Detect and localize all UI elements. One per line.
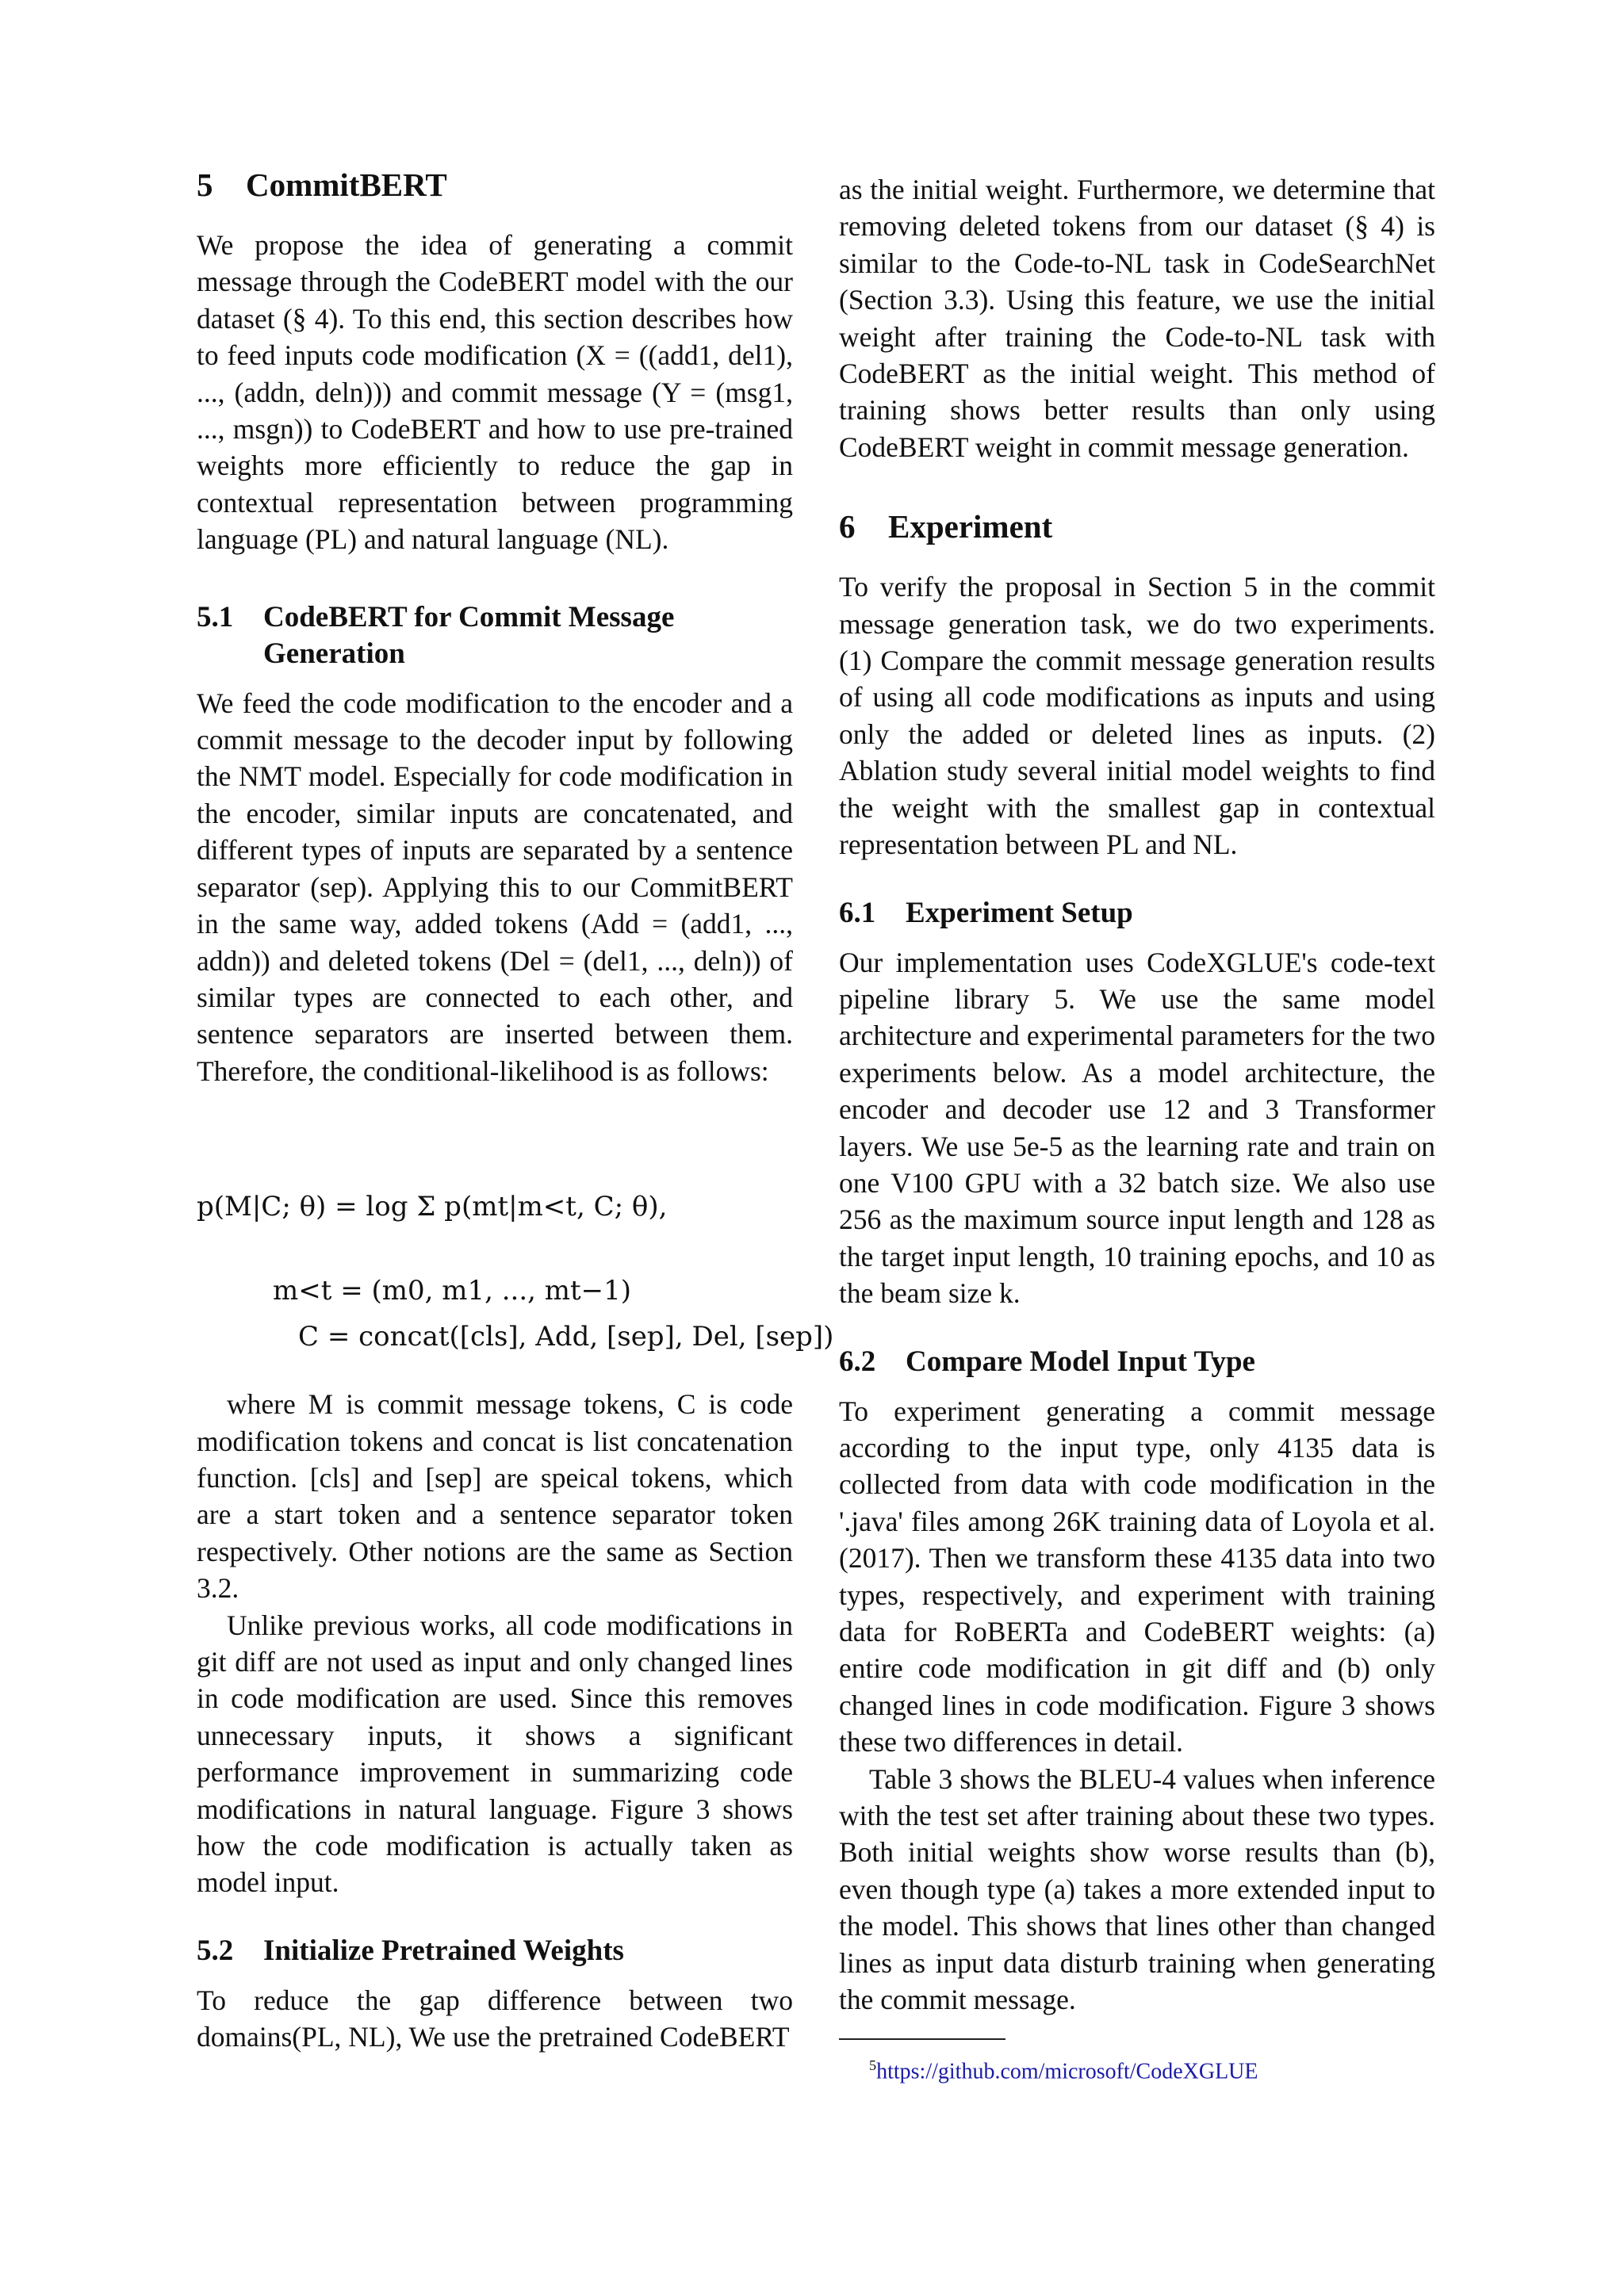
- section-5-1-paragraph-2: where M is commit message tokens, C is code modification tokens and concat is list concatenation function. [cls] and [sep] are speical tokens, which are a start token and a sentence separator token respectively. Other notions are the same as Section 3.2.: [197, 1388, 793, 1605]
- right-column: [839, 171, 1435, 2087]
- equation-line-1: p(M|C; θ) = log Σ p(mt|m<t, C; θ),: [197, 1191, 668, 1223]
- section-5-heading: 5 CommitBERT: [197, 166, 447, 203]
- section-5-2-paragraph-part-1: To reduce the gap difference between two domains(PL, NL), We use the pretrained CodeBERT: [197, 1984, 793, 2053]
- section-6-2-paragraph-1: To experiment generating a commit message according to the input type, only 4135 data is collected from data with code modification in the '.java' files among 26K training data of Loyola et al. (2017). Then we transform these 4135 data into two types, respectively, and experiment with training data for RoBERTa and CodeBERT weights: (a) entire code modification in git diff and (b) only changed lines in code modification. Figure 3 shows these two differences in detail.: [839, 1395, 1435, 1758]
- likelihood-equations: [197, 1124, 834, 1386]
- footnote-mark: 5: [869, 2057, 877, 2074]
- footnote-rule: [839, 2038, 1005, 2040]
- section-6-heading: 6 Experiment: [839, 508, 1053, 545]
- section-5-1-heading: 5.1 CodeBERT for Commit Message Generation: [197, 600, 675, 670]
- equation-line-2: m<t = (m0, m1, ..., mt−1): [273, 1275, 632, 1307]
- section-6-1-heading: 6.1 Experiment Setup: [839, 896, 1133, 929]
- section-5-1-paragraph-1: We feed the code modification to the encoder and a commit message to the decoder input by following the NMT model. Especially for code modification in the encoder, similar inputs are concatenated, and different types of inputs are separated by a sentence separator (sep). Applying this to our CommitBERT in the same way, added tokens (Add = (add1, ..., addn)) and deleted tokens (Del = (del1, ..., deln)) of similar types are connected to each other, and sentence separators are inserted between them. Therefore, the conditional-likelihood is as follows:: [197, 687, 793, 1087]
- footnote-link[interactable]: https://github.com/microsoft/CodeXGLUE: [876, 2059, 1258, 2084]
- section-6-2-paragraph-2: Table 3 shows the BLEU-4 values when inference with the test set after training about these two types. Both initial weights show worse results than (b), even though type (a) takes a more extended input to the model. This shows that lines other than changed lines as input data disturb training when generating the commit message.: [839, 1762, 1435, 2016]
- section-6-paragraph: To verify the proposal in Section 5 in the commit message generation task, we do two experiments. (1) Compare the commit message generation results of using all code modifications as inputs and using only the added or deleted lines as inputs. (2) Ablation study several initial model weights to find the weight with the smallest gap in contextual representation between PL and NL.: [839, 571, 1435, 861]
- section-6-2-heading: 6.2 Compare Model Input Type: [839, 1345, 1255, 1378]
- section-6-1-paragraph: Our implementation uses CodeXGLUE's code-text pipeline library 5. We use the same model architecture and experimental parameters for the two experiments below. As a model architecture, the encoder and decoder use 12 and 3 Transformer layers. We use 5e-5 as the learning rate and train on one V100 GPU with a 32 batch size. We also use 256 as the maximum source input length and 128 as the target input length, 10 training epochs, and 10 as the beam size k.: [839, 946, 1435, 1310]
- section-5-paragraph: We propose the idea of generating a commit message through the CodeBERT model with the our dataset (§ 4). To this end, this section describes how to feed inputs code modification (X = ((add1, del1), ..., (addn, deln))) and commit message (Y = (msg1, ..., msgn)) to CodeBERT and how to use pre-trained weights more efficiently to reduce the gap in contextual representation between programming language (PL) and natural language (NL).: [197, 229, 793, 556]
- section-5-2-paragraph-part-2: as the initial weight. Furthermore, we determine that removing deleted tokens from our dataset (§ 4) is similar to the Code-to-NL task in CodeSearchNet (Section 3.3). Using this feature, we use the initial weight after training the Code-to-NL task with CodeBERT as the initial weight. This method of training shows better results than only using CodeBERT weight in commit message generation.: [839, 174, 1435, 463]
- section-5-2-heading: 5.2 Initialize Pretrained Weights: [197, 1934, 624, 1967]
- footnote: [839, 2051, 1435, 2086]
- left-column: [197, 165, 834, 2056]
- equation-line-3: C = concat([cls], Add, [sep], Del, [sep]): [298, 1321, 834, 1353]
- section-5-1-paragraph-3: Unlike previous works, all code modifications in git diff are not used as input and only changed lines in code modification are used. Since this removes unnecessary inputs, it shows a significant performance improvement in summarizing code modifications in natural language. Figure 3 shows how the code modification is actually taken as model input.: [197, 1609, 793, 1899]
